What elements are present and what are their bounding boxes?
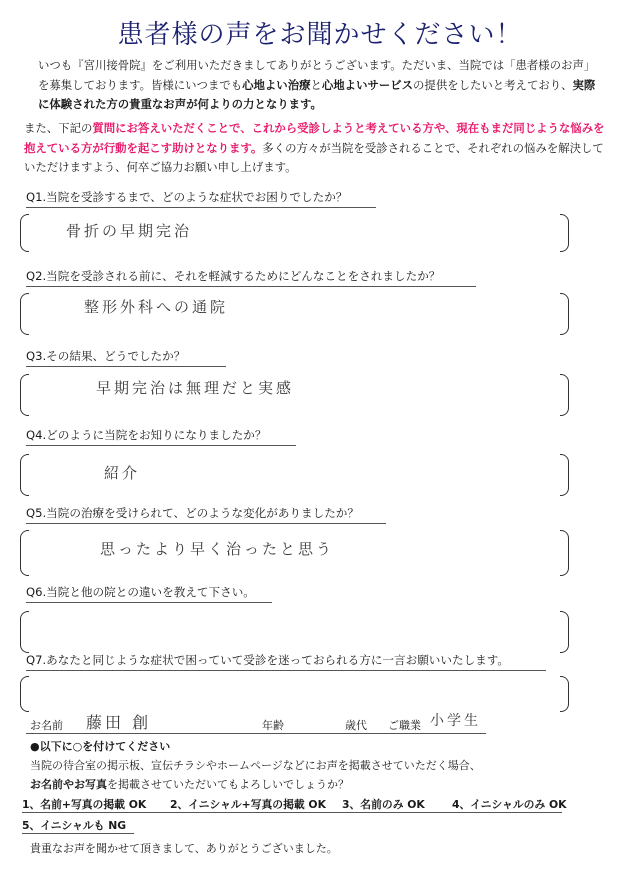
intro-paragraph-2 <box>24 119 614 178</box>
consent-bold-text: お名前やお写真 <box>30 778 107 791</box>
answer-2[interactable]: 整形外科への通院 <box>84 298 229 316</box>
question-4: Q4.どのように当院をお知りになりましたか？ <box>26 428 267 442</box>
intro-highlight: 心地よい治療 <box>242 77 311 92</box>
question-1: Q1.当院を受診するまで、どのような症状でお困りでしたか？ <box>26 190 348 204</box>
option-4[interactable]: 4、イニシャルのみ OK <box>452 798 567 811</box>
consent-line-2 <box>30 775 349 794</box>
question-5: Q5.当院の治療を受けられて、どのような変化がありましたか？ <box>26 506 359 520</box>
age-label: 年齢 <box>262 719 284 732</box>
answer-4[interactable]: 紹介 <box>104 464 141 482</box>
question-2: Q2.当院を受診される前に、それを軽減するためにどんなことをされましたか？ <box>26 269 441 283</box>
option-5[interactable]: 5、イニシャルも NG <box>22 819 127 832</box>
intro-text: と <box>310 77 322 92</box>
question-underline <box>26 445 296 446</box>
question-underline <box>26 670 546 671</box>
consent-line-1: 当院の待合室の掲示板、宣伝チラシやホームページなどにお声を掲載させていただく場合、 <box>30 759 481 772</box>
question-underline <box>26 207 376 208</box>
job-value[interactable]: 小学生 <box>430 713 481 729</box>
job-label: ご職業 <box>388 719 421 732</box>
answer-bracket-left <box>20 530 29 576</box>
intro-red-text: 質問にお答えいただくことで、これから受診しようと考えている方や、現在もまだ同じような悩みを抱えている方が行動を起こす助けとなります。 <box>24 121 605 155</box>
answer-bracket-left <box>20 374 29 416</box>
answer-bracket-right <box>560 214 569 252</box>
options-underline <box>22 812 562 813</box>
question-underline <box>26 366 226 367</box>
intro-text: また、下記の <box>24 121 93 135</box>
intro-paragraph-1 <box>38 56 603 115</box>
option-3[interactable]: 3、名前のみ OK <box>342 798 425 811</box>
intro-text: いつも『宮川接骨院』をご利用いただきましてありがとうございます。ただいま、当院では「患者様のお声」を募集しております。皆様にいつまでも <box>38 58 596 92</box>
answer-5[interactable]: 思ったより早く治ったと思う <box>100 540 335 558</box>
question-underline <box>26 602 272 603</box>
option-1[interactable]: 1、名前+写真の掲載 OK <box>22 798 147 811</box>
consent-heading: ●以下に○を付けてください <box>30 740 171 753</box>
info-underline <box>26 733 486 734</box>
question-underline <box>26 286 476 287</box>
answer-3[interactable]: 早期完治は無理だと実感 <box>96 379 295 397</box>
answer-bracket-right <box>560 676 569 712</box>
option-2[interactable]: 2、イニシャル+写真の掲載 OK <box>170 798 326 811</box>
answer-bracket-right <box>560 374 569 416</box>
option-5-underline <box>22 833 134 834</box>
answer-bracket-left <box>20 611 29 653</box>
answer-bracket-right <box>560 530 569 576</box>
consent-text: を掲載させていただいてもよろしいでしょうか？ <box>107 778 349 791</box>
question-3: Q3.その結果、どうでしたか？ <box>26 349 186 363</box>
answer-bracket-right <box>560 454 569 496</box>
answer-bracket-right <box>560 293 569 335</box>
intro-text: 多くの方々が当院を受診されることで、それぞれの悩みを解決していただけますよう、何卒ご協力お願い申し上げます。 <box>24 140 604 174</box>
answer-1[interactable]: 骨折の早期完治 <box>66 222 193 240</box>
answer-bracket-left <box>20 454 29 496</box>
name-label: お名前 <box>30 719 63 732</box>
question-6: Q6.当院と他の院との違いを教えて下さい。 <box>26 585 255 599</box>
answer-bracket-left <box>20 214 29 252</box>
intro-highlight: 心地よいサービス <box>321 77 414 92</box>
answer-bracket-right <box>560 611 569 653</box>
answer-bracket-left <box>20 293 29 335</box>
intro-text: の提供をしたいと考えており、 <box>413 77 573 92</box>
question-underline <box>26 523 386 524</box>
intro-highlight: 実際に体験された方の貴重なお声が何よりの力となります。 <box>38 77 596 111</box>
thanks-text: 貴重なお声を聞かせて頂きまして、ありがとうございました。 <box>30 842 338 855</box>
page-title: 患者様の声をお聞かせください！ <box>117 20 523 50</box>
answer-bracket-left <box>20 676 29 712</box>
age-unit: 歳代 <box>345 719 367 732</box>
name-value[interactable]: 藤田 創 <box>86 713 152 732</box>
question-7: Q7.あなたと同じような症状で困っていて受診を迷っておられる方に一言お願いいたします。 <box>26 653 510 667</box>
